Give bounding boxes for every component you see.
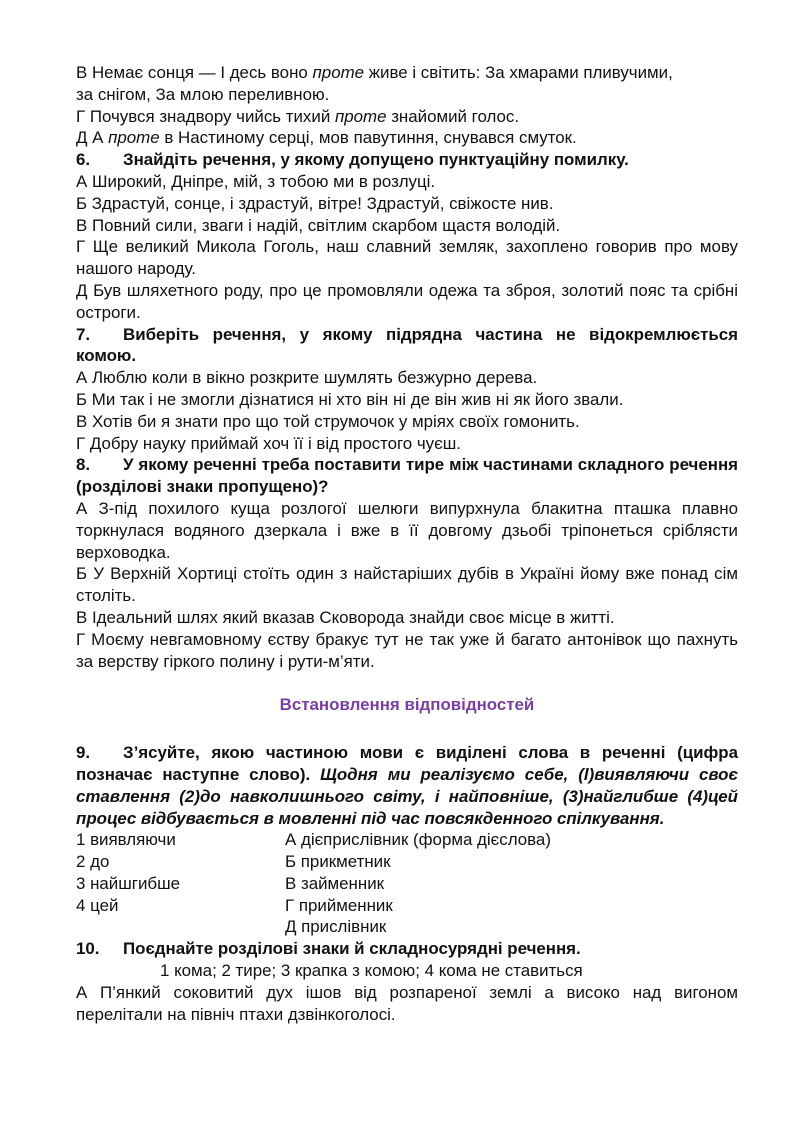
option-a: А З-під похилого куща розлогої шелюги випурхнула блакитна пташка плавно торкнулася водяного дзеркала і вже в її довгому дзьобі тріпонеться сріблясти верховодка. (76, 498, 738, 562)
matching-left: 3 найшгибше (76, 873, 181, 893)
option-b: Б Ми так і не змогли дізнатися ні хто він ні де він жив ні як його звали. (76, 389, 624, 409)
question-text: З’ясуйте, якою частиною мови є виділені слова в реченні (цифра позначає наступне слово). (76, 743, 738, 784)
question-text: У якому реченні треба поставити тире між частинами складного речення (розділові знаки пропущено)? (76, 455, 738, 497)
question-7 (76, 324, 738, 368)
punctuation-options: 1 кома; 2 тире; 3 крапка з комою; 4 кома не ставиться (160, 961, 583, 981)
option-g: Г Моєму невгамовному єству бракує тут не так уже й багато антонівок що пахнуть за верству гіркого полину і рути-м’яти. (76, 629, 738, 671)
document-page (76, 62, 738, 1025)
italic-word: проте (108, 128, 160, 148)
matching-table (76, 829, 738, 938)
italic-word: проте (312, 63, 365, 82)
question-number: 8. (76, 455, 91, 475)
text-segment: живе і світить: За хмарами пливучими, (364, 63, 673, 82)
option-g: Г Ще великий Микола Гоголь, наш славний земляк, захоплено говорив про мову нашого народу. (76, 237, 738, 279)
matching-right: Д прислівник (285, 917, 387, 937)
question-text: Знайдіть речення, у якому допущено пунктуаційну помилку. (123, 150, 629, 170)
matching-left (76, 916, 285, 938)
question-9 (76, 742, 738, 829)
matching-row (76, 873, 738, 895)
question-number: 10. (76, 939, 100, 959)
question-text: Виберіть речення, у якому підрядна частина не відокремлюється комою. (76, 324, 738, 366)
option-v: В Хотів би я знати про що той струмочок у мріях своїх гомонить. (76, 411, 580, 431)
matching-right: Б прикметник (285, 852, 391, 872)
matching-row (76, 829, 738, 851)
matching-right: А дієприслівник (форма дієслова) (285, 830, 551, 850)
matching-left: 1 виявляючи (76, 830, 176, 850)
question-number: 7. (76, 324, 91, 344)
option-line: за снігом, За млою переливною. (76, 84, 330, 104)
option-v: В Повний сили, зваги і надій, світлим скарбом щастя володій. (76, 215, 561, 235)
matching-left: 4 цей (76, 895, 119, 915)
italic-word: проте (334, 106, 387, 126)
question-text: Поєднайте розділові знаки й складносурядні речення. (123, 939, 581, 959)
option-line (76, 106, 738, 128)
option-line (76, 127, 738, 149)
option-d: Д Був шляхетного роду, про це промовляли одежа та зброя, золотий пояс та срібні остроги. (76, 280, 738, 322)
option-a: А П’янкий соковитий дух ішов від розпареної землі а високо над вигоном перелітали на північ птахи дзвінкоголосі. (76, 982, 738, 1024)
option-g: Г Добру науку приймай хоч її і від простого чуєш. (76, 433, 461, 453)
text-segment: В Немає сонця — І десь воно (76, 63, 313, 82)
matching-row (76, 916, 738, 938)
option-a: А Люблю коли в вікно розкрите шумлять безжурно дерева. (76, 368, 538, 388)
matching-right: Г прийменник (285, 895, 393, 915)
matching-row (76, 895, 738, 917)
question-6 (76, 149, 738, 171)
question-sentence: Щодня ми реалізуємо себе, (l)виявляючи своє ставлення (2)до навколишнього світу, і найповніше, (3)найглибше (4)цей процес відбувається в мовленні під час повсякденного спілкування. (76, 764, 739, 828)
option-b: Б У Верхній Хортиці стоїть один з найстаріших дубів в Україні йому вже понад сім століть. (76, 564, 738, 606)
question-10 (76, 938, 738, 960)
matching-row (76, 851, 738, 873)
option-b: Б Здрастуй, сонце, і здрастуй, вітре! Здрастуй, свіжосте нив. (76, 193, 554, 213)
question-number: 6. (76, 150, 91, 170)
matching-right: В займенник (285, 873, 385, 893)
question-number: 9. (76, 743, 91, 763)
option-line (76, 62, 738, 84)
section-heading: Встановлення відповідностей (279, 695, 535, 715)
text-segment: Г Почувся знадвору чийсь тихий (76, 106, 335, 126)
option-a: А Широкий, Дніпре, мій, з тобою ми в розлуці. (76, 171, 436, 191)
text-segment: Д А (76, 128, 109, 148)
question-8 (76, 454, 738, 498)
text-segment: знайомий голос. (386, 106, 520, 126)
text-segment: в Настиному серці, мов павутиння, снувався смуток. (159, 128, 577, 148)
matching-left: 2 до (76, 852, 110, 872)
option-v: В Ідеальний шлях який вказав Сковорода знайди своє місце в житті. (76, 607, 615, 627)
